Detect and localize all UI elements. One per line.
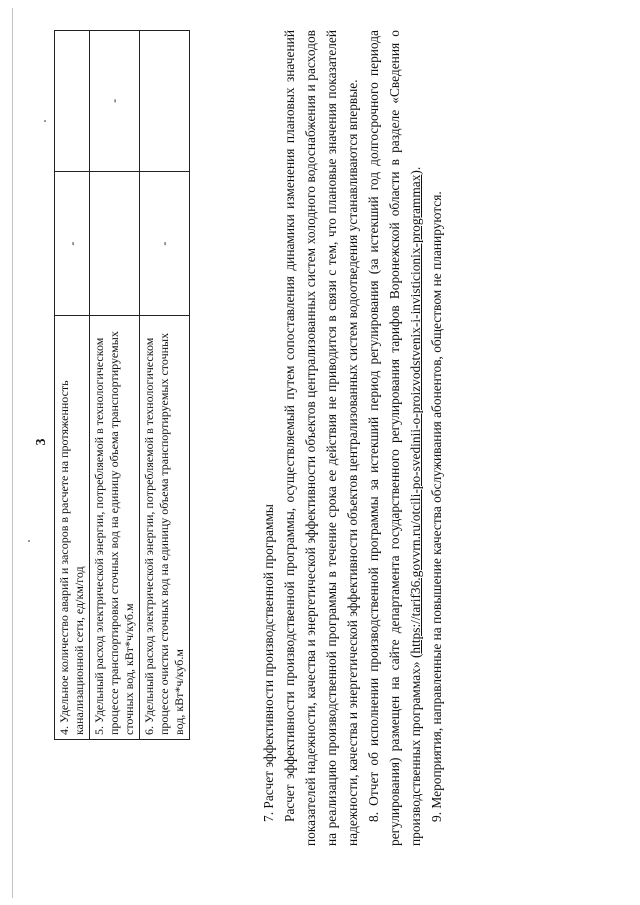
section-8-text: 8. Отчет об исполнении производственной программы за истекший период регулирования (за истекший год долгосрочного периода регулирования) размещен на сайте департамента государственного регулирования тарифов Воронежской области в разделе «Сведения о производственных программах» ( [366,30,423,846]
indicator-name: 4. Удельное количество аварий и засоров в расчете на протяженность канализационной сети, ед/км/год [55,316,90,740]
scan-edge-line [12,8,13,898]
table-row [55,31,90,740]
indicator-value [90,171,140,316]
indicator-value-2 [55,31,90,172]
indicator-value-2: - [90,31,140,172]
indicator-value-2 [140,31,190,172]
table-row [140,31,190,740]
section-7-heading: 7. Расчет эффективности производственной программы [261,504,276,822]
indicator-name: 5. Удельный расход электрической энергии, потребляемой в технологическом процессе транспортировки сточных вод на единицу объема транспортируемых сточных вод, кВт*ч/куб.м [90,316,140,740]
indicator-value: - [140,171,190,316]
section-8-text-end: ). [408,166,423,175]
section-9-paragraph: 9. Мероприятия, направленные на повышение качества обслуживания абонентов, обществом не планируются. [429,191,444,822]
table-row [90,31,140,740]
indicator-name: 6. Удельный расход электрической энергии, потребляемой в технологическом процессе очистки сточных вод на единицу объема транспортируемых сточных вод, кВт*ч/куб.м [140,316,190,740]
indicators-table [54,30,190,740]
report-link[interactable]: https://tarif36.govvrn.ru/otcili-po-svedinii-o-proizvodstvenix-i-invisticionix-programmax [408,174,423,654]
rotated-page-content [30,30,590,860]
section-7-paragraph: Расчет эффективности производственной программы, осуществляемый путем сопоставления динамики изменения плановых значений показателей надежности, качества и энергетической эффективности объектов централизованных систем холодного водоснабжения и расходов на реализацию производственной программы в течение срока ее действия не приводится в связи с тем, что плановые значения показателей надежности, качества и энергетической эффективности объектов централизованных систем водоотведения устанавливаются впервые. [282,30,360,846]
document-body [258,30,447,846]
page-number: 3 [34,438,49,446]
indicator-value: - [55,171,90,316]
section-8-paragraph [363,30,426,846]
